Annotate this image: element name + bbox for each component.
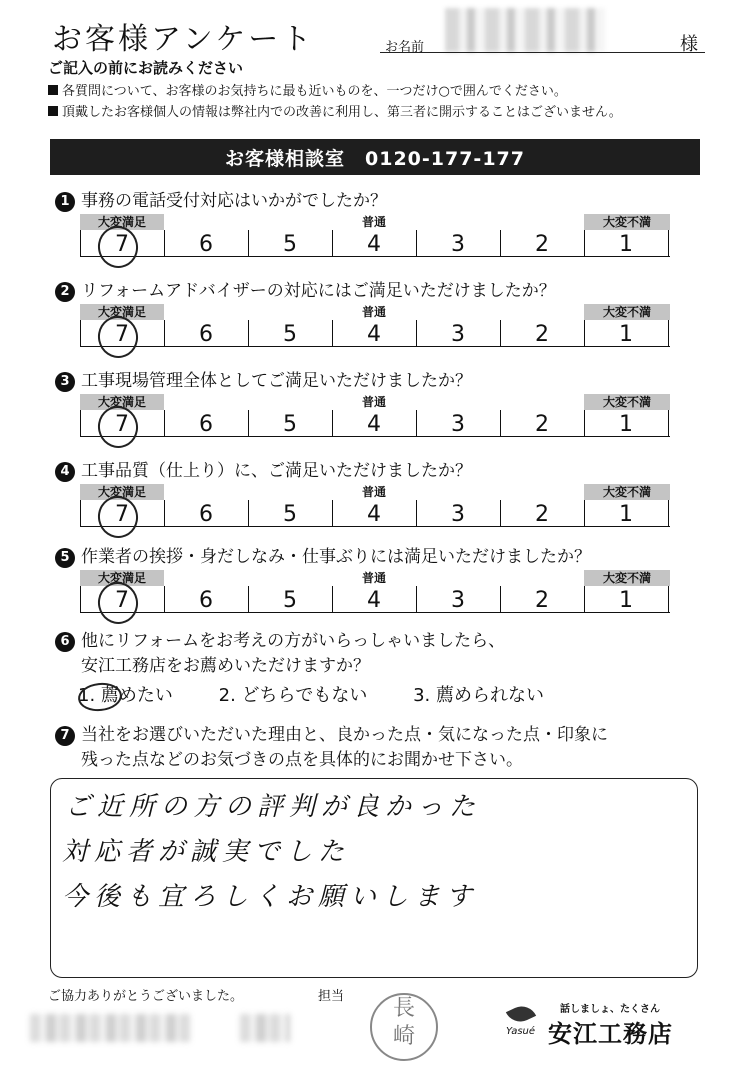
scale-tick xyxy=(668,320,669,346)
label-very-satisfied: 大変満足 xyxy=(80,484,164,500)
scale-tick xyxy=(584,586,585,612)
page-title: お客様アンケート xyxy=(52,22,315,57)
number-badge: 1 xyxy=(55,192,75,212)
scale-tick xyxy=(332,410,333,436)
scale-tick xyxy=(500,586,501,612)
rating-option[interactable]: 6 xyxy=(199,502,213,527)
rating-option[interactable]: 1 xyxy=(619,322,633,347)
handwritten-line-1: ご近所の方の評判が良かった xyxy=(65,792,482,822)
scale-tick xyxy=(248,230,249,256)
redacted-date xyxy=(30,1014,190,1042)
leaf-logo-icon xyxy=(506,1001,536,1026)
question-6-line2: 安江工務店をお薦めいただけますか？ xyxy=(81,656,370,676)
rating-option[interactable]: 2 xyxy=(535,412,549,437)
read-first-heading: ご記入の前にお読みください xyxy=(48,59,244,77)
question-1: 1 事務の電話受付対応はいかがでしたか？ xyxy=(55,186,387,212)
label-very-satisfied: 大変満足 xyxy=(80,570,164,586)
scale-tick xyxy=(164,586,165,612)
label-very-satisfied: 大変満足 xyxy=(80,214,164,230)
scale-tick xyxy=(164,410,165,436)
question-7: 7 当社をお選びいただいた理由と、良かった点・気になった点・印象に xyxy=(55,720,608,746)
rating-option[interactable]: 1 xyxy=(619,588,633,613)
scale-tick xyxy=(80,586,81,612)
handwritten-line-2: 対応者が誠実でした xyxy=(62,837,351,867)
rating-option[interactable]: 4 xyxy=(367,502,381,527)
number-badge: 5 xyxy=(55,548,75,568)
rating-option[interactable]: 6 xyxy=(199,322,213,347)
company-logo: 安江工務店 xyxy=(548,1020,673,1048)
rating-option[interactable]: 4 xyxy=(367,588,381,613)
rating-option[interactable]: 7 xyxy=(115,412,129,437)
scale-tick xyxy=(248,586,249,612)
number-badge: 6 xyxy=(55,632,75,652)
scale-tick xyxy=(332,230,333,256)
scale-tick xyxy=(332,320,333,346)
question-3: 3 工事現場管理全体としてご満足いただけましたか？ xyxy=(55,366,472,392)
scale-tick xyxy=(80,320,81,346)
scale-tick xyxy=(80,230,81,256)
square-bullet-icon xyxy=(48,85,58,95)
rating-option[interactable]: 2 xyxy=(535,232,549,257)
label-very-dissatisfied: 大変不満 xyxy=(584,394,670,410)
scale-tick xyxy=(164,500,165,526)
redacted-day xyxy=(240,1014,290,1042)
scale-tick xyxy=(500,410,501,436)
scale-tick xyxy=(584,230,585,256)
scale-tick xyxy=(164,230,165,256)
question-7-line2: 残った点などのお気づきの点を具体的にお聞かせ下さい。 xyxy=(81,750,523,770)
rating-option[interactable]: 3 xyxy=(451,588,465,613)
staff-seal: 長 崎 xyxy=(370,993,438,1061)
label-neutral: 普通 xyxy=(361,215,386,229)
scale-tick xyxy=(668,500,669,526)
rating-option[interactable]: 3 xyxy=(451,322,465,347)
number-badge: 4 xyxy=(55,462,75,482)
rating-option[interactable]: 7 xyxy=(115,502,129,527)
scale-tick xyxy=(416,586,417,612)
label-very-satisfied: 大変満足 xyxy=(80,304,164,320)
rating-option[interactable]: 5 xyxy=(283,412,297,437)
privacy-note: 頂戴したお客様個人の情報は弊社内での改善に利用し、第三者に開示することはございません。 xyxy=(48,101,622,120)
rating-option[interactable]: 3 xyxy=(451,502,465,527)
rating-option[interactable]: 1 xyxy=(619,502,633,527)
scale-tick xyxy=(80,500,81,526)
handwritten-line-3: 今後も宜ろしくお願いします xyxy=(62,882,479,912)
scale-tick xyxy=(500,500,501,526)
rating-option[interactable]: 4 xyxy=(367,322,381,347)
question-5: 5 作業者の挨拶・身だしなみ・仕事ぶりには満足いただけましたか？ xyxy=(55,542,591,568)
rating-option[interactable]: 7 xyxy=(115,588,129,613)
thanks-text: ご協力ありがとうございました。 xyxy=(48,989,244,1004)
scale-tick xyxy=(584,410,585,436)
rating-option[interactable]: 1 xyxy=(619,412,633,437)
rating-option[interactable]: 2 xyxy=(535,322,549,347)
scale-tick xyxy=(416,410,417,436)
label-neutral: 普通 xyxy=(361,485,386,499)
scale-tick xyxy=(416,230,417,256)
question-2: 2 リフォームアドバイザーの対応にはご満足いただけましたか？ xyxy=(55,276,556,302)
scale-tick xyxy=(248,410,249,436)
scale-tick xyxy=(584,500,585,526)
rating-option[interactable]: 4 xyxy=(367,412,381,437)
rating-option[interactable]: 5 xyxy=(283,232,297,257)
name-label: お名前 xyxy=(385,40,425,55)
rating-scale xyxy=(80,214,670,274)
rating-option[interactable]: 6 xyxy=(199,588,213,613)
rating-option[interactable]: 2 xyxy=(535,502,549,527)
rating-option[interactable]: 4 xyxy=(367,232,381,257)
scale-tick xyxy=(332,586,333,612)
staff-label: 担当 xyxy=(318,989,345,1004)
scale-tick xyxy=(500,320,501,346)
label-very-dissatisfied: 大変不満 xyxy=(584,214,670,230)
rating-option[interactable]: 7 xyxy=(115,322,129,347)
square-bullet-icon xyxy=(48,106,58,116)
question-6: 6 他にリフォームをお考えの方がいらっしゃいましたら、 xyxy=(55,626,505,652)
rating-option[interactable]: 3 xyxy=(451,232,465,257)
scale-tick xyxy=(668,586,669,612)
label-neutral: 普通 xyxy=(361,305,386,319)
scale-tick xyxy=(248,500,249,526)
scale-tick xyxy=(668,230,669,256)
scale-tick xyxy=(164,320,165,346)
scale-tick xyxy=(80,410,81,436)
rating-option[interactable]: 1 xyxy=(619,232,633,257)
label-very-dissatisfied: 大変不満 xyxy=(584,304,670,320)
rating-option[interactable]: 2 xyxy=(535,588,549,613)
instruction-note: 各質問について、お客様のお気持ちに最も近いものを、一つだけ○で囲んでください。 xyxy=(48,80,567,99)
number-badge: 7 xyxy=(55,726,75,746)
scale-tick xyxy=(584,320,585,346)
q6-option-2[interactable]: 2. どちらでもない xyxy=(218,685,368,706)
rating-option[interactable]: 5 xyxy=(283,588,297,613)
label-neutral: 普通 xyxy=(361,395,386,409)
scale-tick xyxy=(416,500,417,526)
rating-option[interactable]: 6 xyxy=(199,232,213,257)
rating-option[interactable]: 6 xyxy=(199,412,213,437)
scale-tick xyxy=(332,500,333,526)
logo-small-text: Yasué xyxy=(506,1026,536,1037)
rating-option[interactable]: 7 xyxy=(115,232,129,257)
label-very-dissatisfied: 大変不満 xyxy=(584,570,670,586)
name-redacted xyxy=(445,8,605,52)
label-very-dissatisfied: 大変不満 xyxy=(584,484,670,500)
number-badge: 2 xyxy=(55,282,75,302)
scale-tick xyxy=(500,230,501,256)
q6-options xyxy=(78,681,584,707)
question-4: 4 工事品質（仕上り）に、ご満足いただけましたか？ xyxy=(55,456,472,482)
scale-tick xyxy=(416,320,417,346)
scale-tick xyxy=(668,410,669,436)
rating-option[interactable]: 5 xyxy=(283,502,297,527)
logo-tagline: 話しましょ、たくさん xyxy=(560,1004,660,1015)
consult-bar: お客様相談室 0120-177-177 xyxy=(50,139,700,175)
rating-scale xyxy=(80,394,670,454)
rating-scale xyxy=(80,484,670,544)
label-very-satisfied: 大変満足 xyxy=(80,394,164,410)
rating-scale xyxy=(80,304,670,364)
rating-option[interactable]: 5 xyxy=(283,322,297,347)
q6-option-1[interactable]: 1. 薦めたい xyxy=(78,685,173,706)
name-line xyxy=(380,52,705,53)
rating-scale xyxy=(80,570,670,630)
q6-option-3[interactable]: 3. 薦められない xyxy=(413,685,544,706)
scale-tick xyxy=(248,320,249,346)
rating-option[interactable]: 3 xyxy=(451,412,465,437)
label-neutral: 普通 xyxy=(361,571,386,585)
name-suffix: 様 xyxy=(680,34,698,55)
number-badge: 3 xyxy=(55,372,75,392)
